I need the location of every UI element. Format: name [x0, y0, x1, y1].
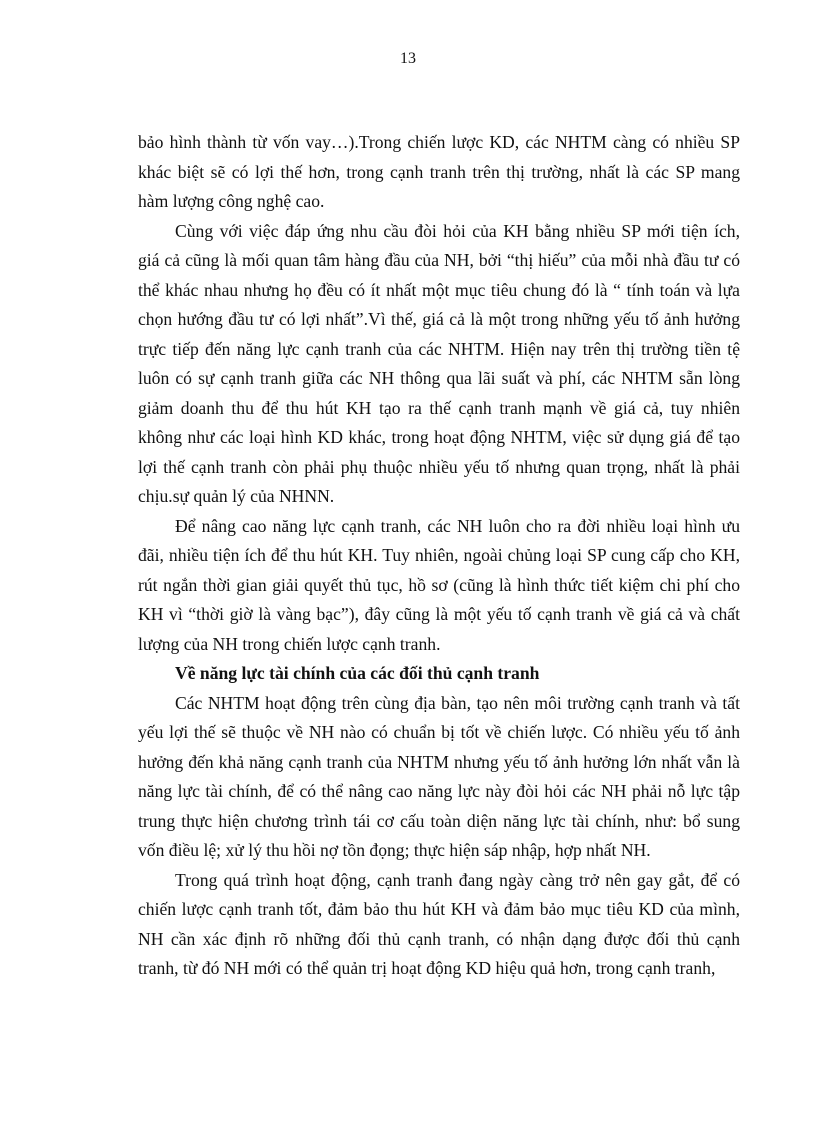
text-line: trực tiếp đến năng lực cạnh tranh của các NHTM. Hiện nay trên thị trường tiền tệ: [138, 338, 740, 359]
text-line: Trong quá trình hoạt động, cạnh tranh đang ngày càng trở nên gay gắt, để có: [175, 869, 740, 890]
text-line: giảm doanh thu để thu hút KH tạo ra thế cạnh tranh mạnh về giá cả, tuy nhiên: [138, 397, 740, 418]
text-line: bảo hình thành từ vốn vay…).Trong chiến lược KD, các NHTM càng có nhiều SP: [138, 132, 740, 152]
text-line: chọn hướng đầu tư có lợi nhất”.Vì thế, giá cả là một trong những yếu tố ảnh hưởng: [138, 309, 740, 329]
text-line: chịu.sự quản lý của NHNN.: [138, 486, 335, 506]
text-line: vốn điều lệ; xử lý thu hồi nợ tồn đọng; thực hiện sáp nhập, hợp nhất NH.: [138, 840, 651, 860]
text-line: Cùng với việc đáp ứng nhu cầu đòi hỏi của KH bằng nhiều SP mới tiện ích,: [175, 220, 740, 241]
text-line: KH vì “thời giờ là vàng bạc”), đây cũng là một yếu tố cạnh tranh về giá cả và chất: [138, 604, 740, 624]
text-line: rút ngắn thời gian giải quyết thủ tục, hồ sơ (cũng là hình thức tiết kiệm chi phí cho: [138, 574, 740, 595]
paragraph: [138, 217, 740, 512]
text-line: thể khác nhau nhưng họ đều có ít nhất một mục tiêu chung đó là “ tính toán và lựa: [138, 279, 740, 300]
paragraph: [138, 866, 740, 984]
text-line: khác biệt sẽ có lợi thế hơn, trong cạnh tranh trên thị trường, nhất là các SP mang: [138, 161, 740, 182]
text-line: lợi thế cạnh tranh còn phải phụ thuộc nhiều yếu tố nhưng quan trọng, nhất là phải: [138, 456, 740, 477]
paragraph: [138, 512, 740, 660]
text-line: năng lực tài chính, để có thể nâng cao năng lực này đòi hỏi các NH phải nỗ lực tập: [138, 781, 740, 801]
paragraph: [138, 128, 740, 217]
text-line: Các NHTM hoạt động trên cùng địa bàn, tạo nên môi trường cạnh tranh và tất: [175, 692, 740, 713]
paragraph: [138, 689, 740, 866]
text-line: tranh, từ đó NH mới có thể quản trị hoạt động KD hiệu quả hơn, trong cạnh tranh,: [138, 958, 716, 978]
text-line: yếu lợi thế sẽ thuộc về NH nào có chuẩn bị tốt về chiến lược. Có nhiều yếu tố ảnh: [138, 722, 740, 742]
text-line: chiến lược cạnh tranh tốt, đảm bảo thu hút KH và đảm bảo mục tiêu KD của mình,: [138, 899, 740, 919]
document-body: [138, 128, 740, 984]
text-line: lượng của NH trong chiến lược cạnh tranh.: [138, 633, 441, 654]
text-line: Để nâng cao năng lực cạnh tranh, các NH luôn cho ra đời nhiều loại hình ưu: [175, 515, 740, 536]
text-line: giá cả cũng là mối quan tâm hàng đầu của NH, bởi “thị hiếu” của mỗi nhà đầu tư có: [138, 250, 740, 270]
text-line: Về năng lực tài chính của các đối thủ cạnh tranh: [175, 663, 540, 683]
text-line: trung thực hiện chương trình tái cơ cấu toàn diện năng lực tài chính, như: bổ sung: [138, 810, 740, 831]
text-line: NH cần xác định rõ những đối thủ cạnh tranh, có nhận dạng được đối thủ cạnh: [138, 928, 740, 949]
text-line: hàm lượng công nghệ cao.: [138, 191, 325, 211]
text-line: đãi, nhiều tiện ích để thu hút KH. Tuy nhiên, ngoài chủng loại SP cung cấp cho KH,: [138, 545, 740, 565]
page-number: 13: [400, 50, 416, 67]
text-line: luôn có sự cạnh tranh giữa các NH thông qua lãi suất và phí, các NHTM sẵn lòng: [138, 368, 740, 388]
text-line: hưởng đến khả năng cạnh tranh của NHTM nhưng yếu tố ảnh hưởng lớn nhất vẫn là: [138, 751, 740, 772]
section-heading: [138, 659, 740, 689]
text-line: không như các loại hình KD khác, trong hoạt động NHTM, việc sử dụng giá để tạo: [138, 427, 740, 447]
